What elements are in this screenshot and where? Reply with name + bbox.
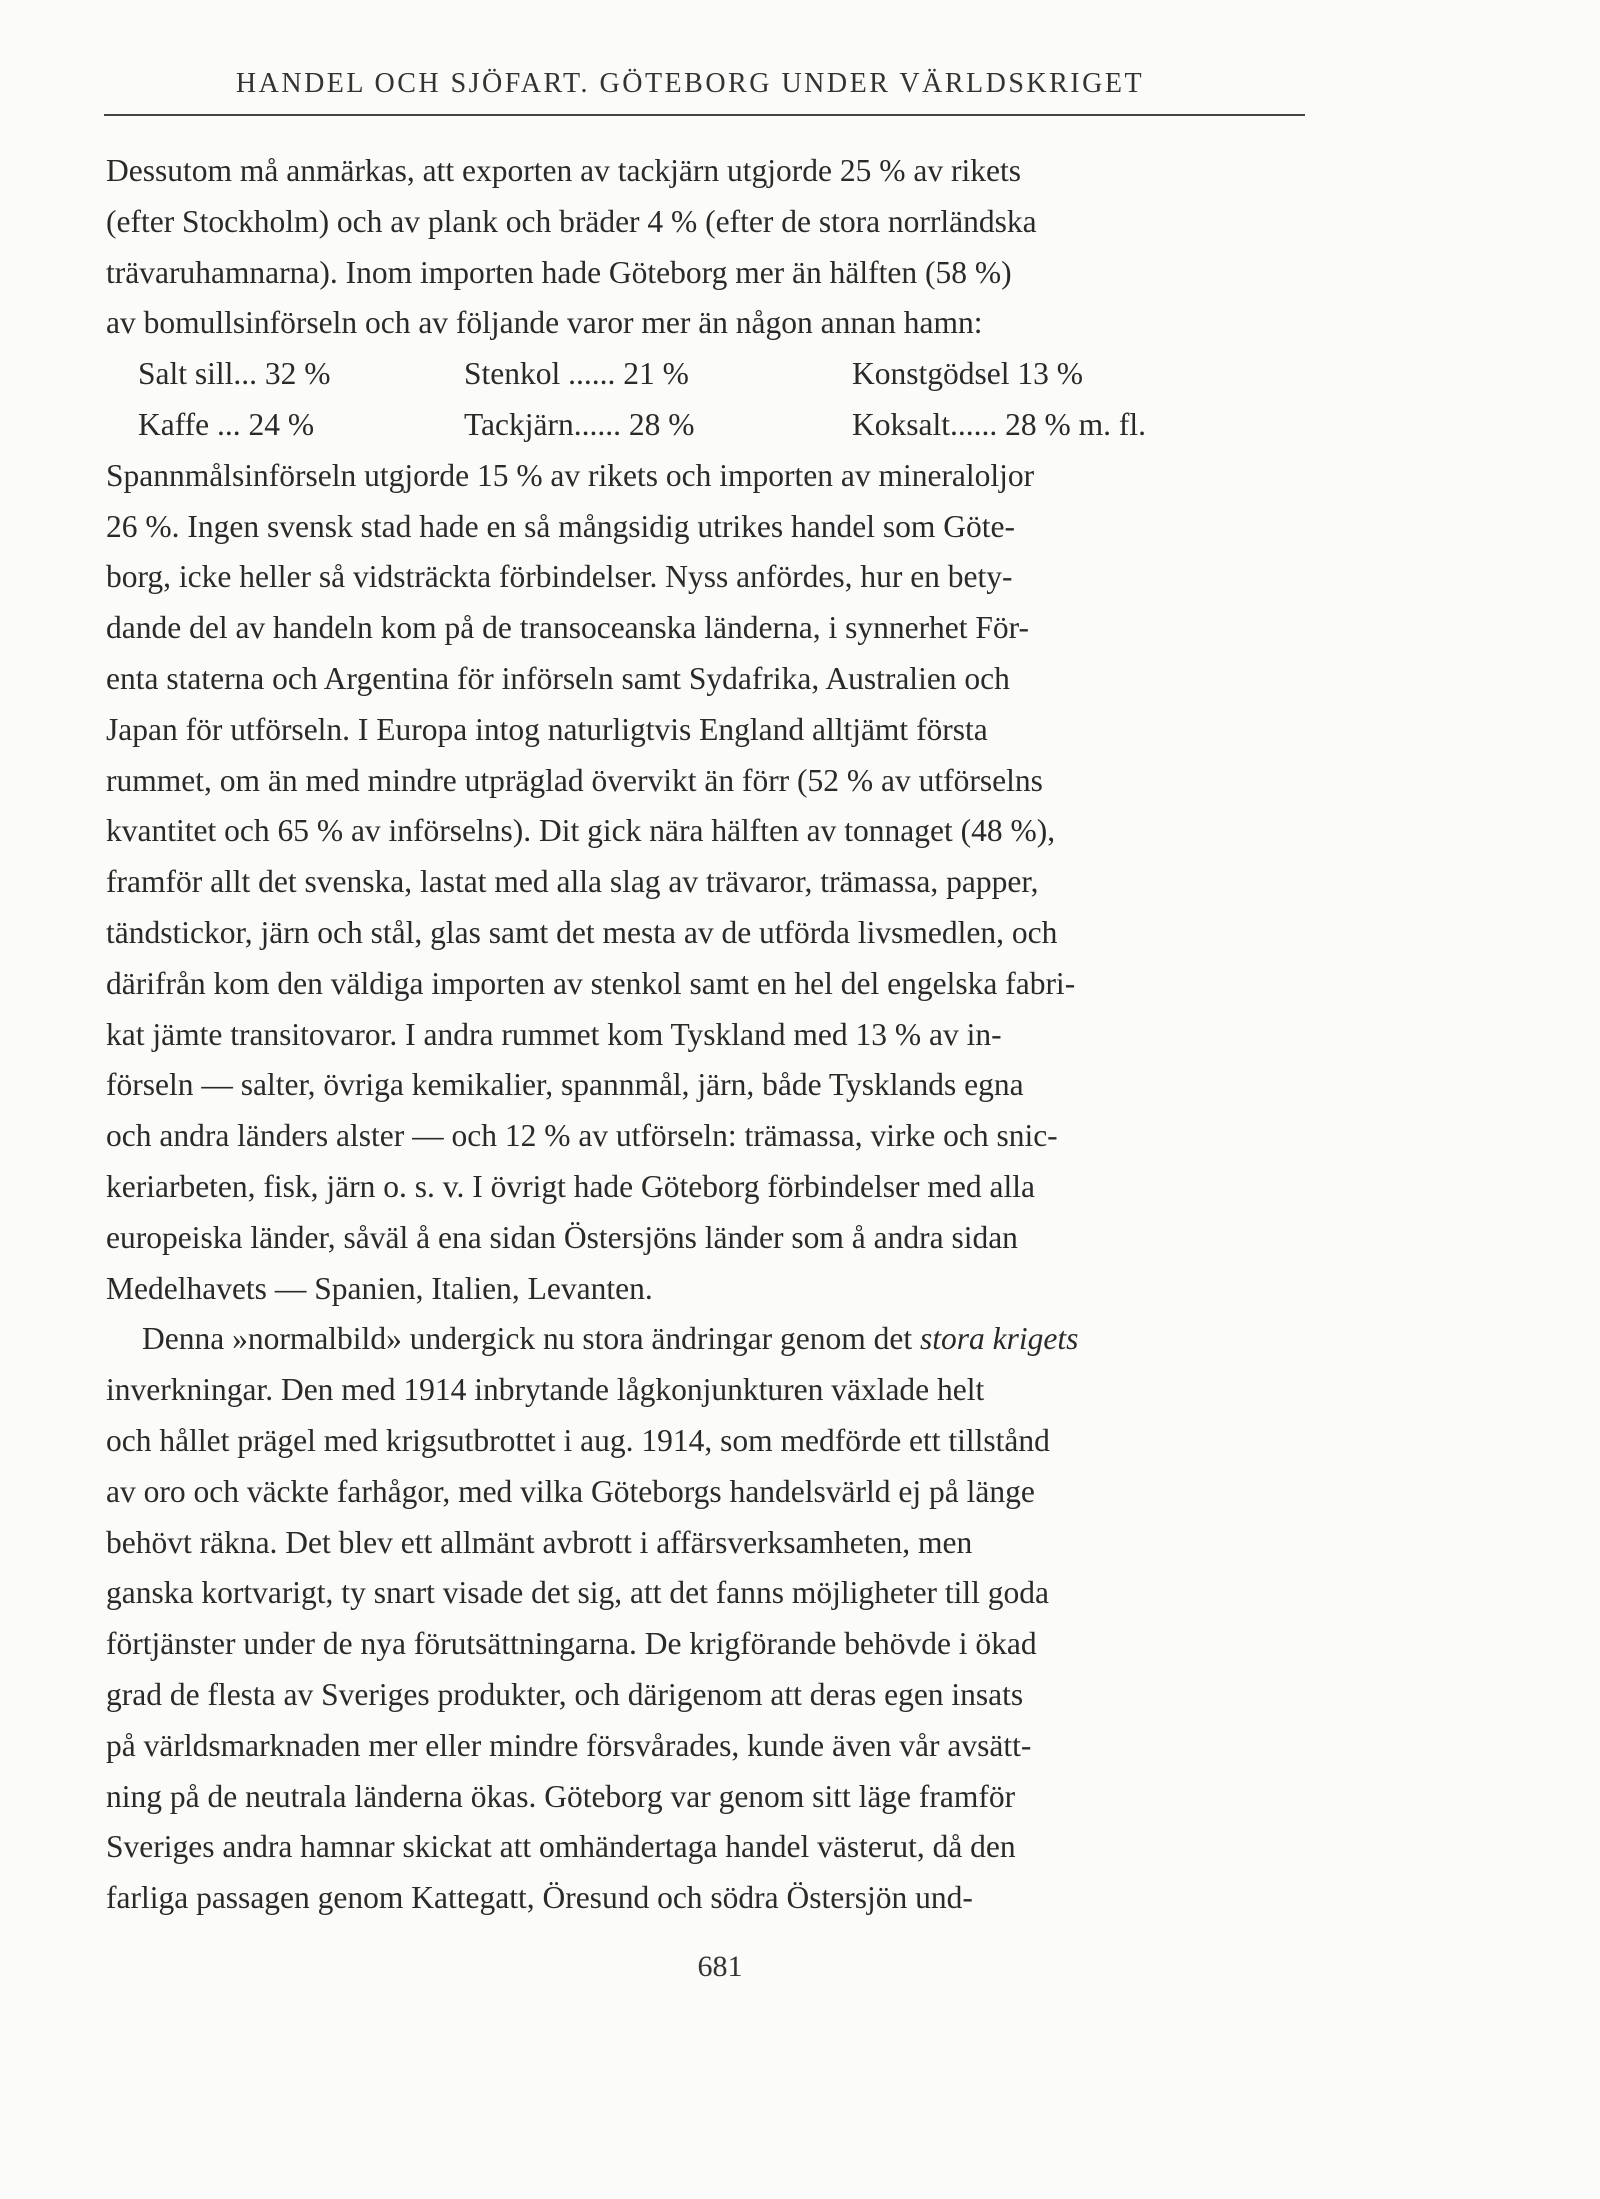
commodity-table bbox=[106, 349, 1312, 451]
text-line: därifrån kom den väldiga importen av stenkol samt en hel del engelska fabri- bbox=[106, 965, 1076, 1001]
commodity-cell: Kaffe ... 24 % bbox=[138, 406, 315, 442]
paragraph-3 bbox=[106, 1314, 1312, 1924]
text-line: förtjänster under de nya förutsättningarna. De krigförande behövde i ökad bbox=[106, 1626, 1037, 1662]
header-rule bbox=[104, 114, 1305, 116]
text-line: Medelhavets — Spanien, Italien, Levanten. bbox=[106, 1270, 653, 1306]
commodity-cell: Konstgödsel 13 % bbox=[852, 356, 1083, 392]
text-line: Japan för utförseln. I Europa intog naturligtvis England alltjämt första bbox=[106, 711, 988, 747]
commodity-cell: Tackjärn...... 28 % bbox=[464, 406, 695, 442]
commodity-cell: Koksalt...... 28 % m. fl. bbox=[852, 406, 1146, 442]
paragraph-2 bbox=[106, 451, 1312, 1315]
text-line: keriarbeten, fisk, järn o. s. v. I övrigt hade Göteborg förbindelser med alla bbox=[106, 1168, 1035, 1204]
text-line: kvantitet och 65 % av införselns). Dit gick nära hälften av tonnaget (48 %), bbox=[106, 813, 1056, 849]
text-line: på världsmarknaden mer eller mindre försvårades, kunde även vår avsätt- bbox=[106, 1727, 1032, 1763]
text-line: och andra länders alster — och 12 % av utförseln: trämassa, virke och snic- bbox=[106, 1118, 1058, 1154]
text-line: kat jämte transitovaror. I andra rummet kom Tyskland med 13 % av in- bbox=[106, 1016, 1002, 1052]
text-line: borg, icke heller så vidsträckta förbindelser. Nyss anfördes, hur en bety- bbox=[106, 559, 1013, 595]
commodity-cell: Stenkol ...... 21 % bbox=[464, 356, 689, 392]
text-line: av bomullsinförseln och av följande varor mer än någon annan hamn: bbox=[106, 305, 983, 341]
text-line: Dessutom må anmärkas, att exporten av tackjärn utgjorde 25 % av rikets bbox=[106, 153, 1021, 188]
text-line: behövt räkna. Det blev ett allmänt avbrott i affärsverksamheten, men bbox=[106, 1524, 973, 1560]
emphasis-stora-krigets: stora krigets bbox=[919, 1321, 1079, 1357]
text-line: inverkningar. Den med 1914 inbrytande lågkonjunkturen växlade helt bbox=[106, 1372, 985, 1408]
paragraph-3-line: Denna »normalbild» undergick nu stora ändringar genom det bbox=[142, 1321, 920, 1357]
text-line: grad de flesta av Sveriges produkter, och därigenom att deras egen insats bbox=[106, 1676, 1024, 1712]
text-line: ning på de neutrala länderna ökas. Göteborg var genom sitt läge framför bbox=[106, 1778, 1016, 1814]
text-line: 26 %. Ingen svensk stad hade en så mångsidig utrikes handel som Göte- bbox=[106, 508, 1015, 544]
text-line: framför allt det svenska, lastat med alla slag av trävaror, trämassa, papper, bbox=[106, 864, 1039, 900]
text-line: farliga passagen genom Kattegatt, Öresund och södra Östersjön und- bbox=[106, 1880, 973, 1916]
text-line: förseln — salter, övriga kemikalier, spannmål, järn, både Tysklands egna bbox=[106, 1067, 1024, 1103]
text-line: Spannmålsinförseln utgjorde 15 % av rikets och importen av mineraloljor bbox=[106, 457, 1035, 493]
text-line: tändstickor, järn och stål, glas samt det mesta av de utförda livsmedlen, och bbox=[106, 914, 1058, 950]
text-line: europeiska länder, såväl å ena sidan Östersjöns länder som å andra sidan bbox=[106, 1219, 1018, 1255]
text-line: ganska kortvarigt, ty snart visade det sig, att det fanns möjligheter till goda bbox=[106, 1575, 1050, 1611]
text-line: Sveriges andra hamnar skickat att omhändertaga handel västerut, då den bbox=[106, 1829, 1016, 1865]
text-line: enta staterna och Argentina för införseln samt Sydafrika, Australien och bbox=[106, 660, 1010, 696]
running-head: HANDEL OCH SJÖFART. GÖTEBORG UNDER VÄRLDSKRIGET bbox=[235, 68, 1145, 99]
page-number: 681 bbox=[697, 1950, 743, 1983]
text-line: och hållet prägel med krigsutbrottet i aug. 1914, som medförde ett tillstånd bbox=[106, 1422, 1050, 1458]
text-line: av oro och väckte farhågor, med vilka Göteborgs handelsvärld ej på länge bbox=[106, 1473, 1035, 1509]
text-line: dande del av handeln kom på de transoceanska länderna, i synnerhet För- bbox=[106, 610, 1030, 646]
commodity-cell: Salt sill... 32 % bbox=[138, 356, 331, 392]
body-text bbox=[106, 146, 1312, 1924]
text-line: trävaruhamnarna). Inom importen hade Göteborg mer än hälften (58 %) bbox=[106, 254, 1012, 290]
text-line: (efter Stockholm) och av plank och bräder 4 % (efter de stora norrländska bbox=[106, 203, 1037, 239]
text-line: rummet, om än med mindre utpräglad övervikt än förr (52 % av utförselns bbox=[106, 762, 1043, 798]
paragraph-1 bbox=[106, 146, 1312, 349]
